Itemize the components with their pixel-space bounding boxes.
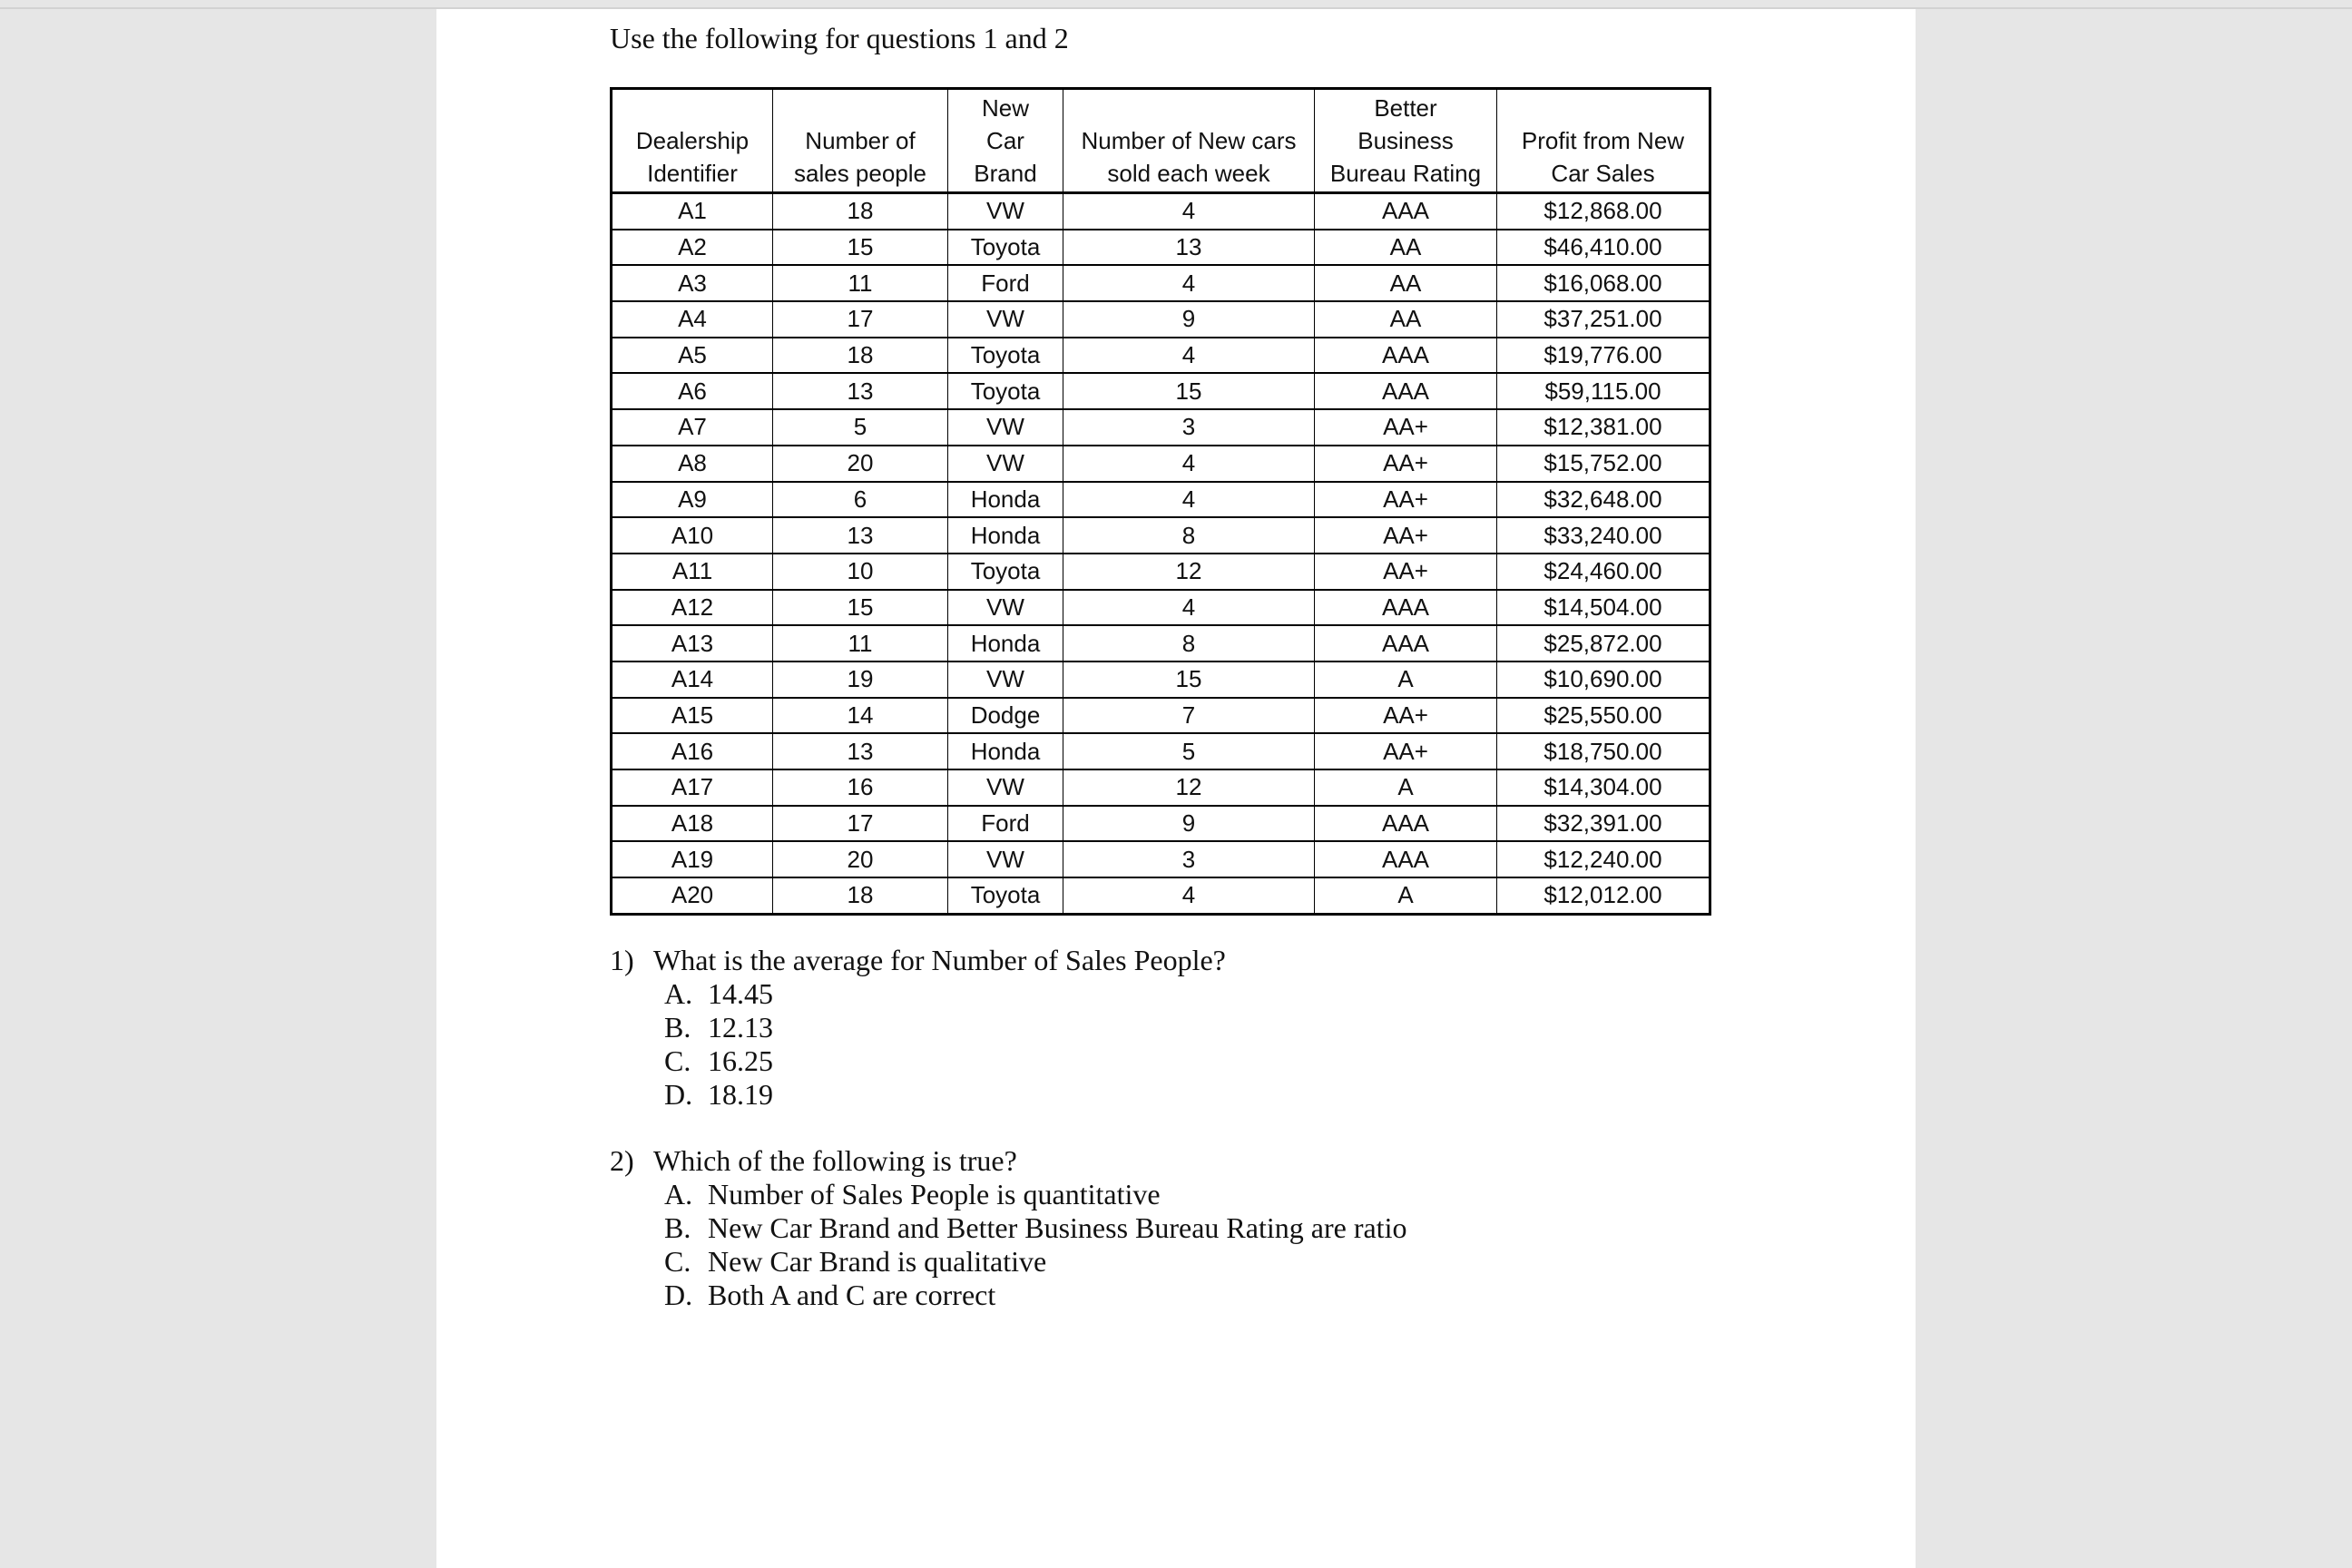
cell-identifier: A19 — [612, 841, 773, 877]
cell-profit: $16,068.00 — [1497, 265, 1710, 301]
table-row — [612, 446, 1710, 482]
cell-sales-people: 17 — [773, 806, 948, 842]
cell-cars-sold: 8 — [1063, 517, 1315, 554]
cell-identifier: A9 — [612, 482, 773, 518]
cell-identifier: A7 — [612, 409, 773, 446]
cell-brand: Toyota — [948, 230, 1063, 266]
cell-cars-sold: 5 — [1063, 733, 1315, 769]
cell-profit: $12,381.00 — [1497, 409, 1710, 446]
table-row — [612, 590, 1710, 626]
cell-sales-people: 18 — [773, 193, 948, 230]
cell-profit: $19,776.00 — [1497, 338, 1710, 374]
cell-cars-sold: 4 — [1063, 590, 1315, 626]
cell-cars-sold: 4 — [1063, 265, 1315, 301]
table-row — [612, 662, 1710, 698]
cell-cars-sold: 3 — [1063, 841, 1315, 877]
cell-brand: Honda — [948, 733, 1063, 769]
table-row — [612, 193, 1710, 230]
question-1-option-d: D. 18.19 — [664, 1078, 773, 1111]
question-2 — [610, 1144, 1406, 1312]
header-number-of-sales-people: Number of sales people — [773, 89, 948, 193]
cell-brand: Ford — [948, 265, 1063, 301]
cell-identifier: A13 — [612, 625, 773, 662]
cell-profit: $25,550.00 — [1497, 698, 1710, 734]
cell-identifier: A12 — [612, 590, 773, 626]
cell-bbb-rating: AAA — [1315, 590, 1497, 626]
document-page — [436, 9, 1916, 1568]
cell-profit: $59,115.00 — [1497, 373, 1710, 409]
cell-sales-people: 17 — [773, 301, 948, 338]
cell-identifier: A16 — [612, 733, 773, 769]
table-row — [612, 554, 1710, 590]
cell-brand: Dodge — [948, 698, 1063, 734]
cell-cars-sold: 9 — [1063, 806, 1315, 842]
cell-bbb-rating: AA+ — [1315, 409, 1497, 446]
cell-brand: Honda — [948, 625, 1063, 662]
header-profit: Profit from New Car Sales — [1497, 89, 1710, 193]
cell-sales-people: 16 — [773, 769, 948, 806]
cell-profit: $12,012.00 — [1497, 877, 1710, 914]
cell-brand: Toyota — [948, 877, 1063, 914]
cell-cars-sold: 4 — [1063, 193, 1315, 230]
cell-bbb-rating: A — [1315, 769, 1497, 806]
cell-brand: VW — [948, 409, 1063, 446]
cell-sales-people: 19 — [773, 662, 948, 698]
table-row — [612, 265, 1710, 301]
cell-sales-people: 18 — [773, 877, 948, 914]
cell-identifier: A15 — [612, 698, 773, 734]
cell-profit: $37,251.00 — [1497, 301, 1710, 338]
intro-text: Use the following for questions 1 and 2 — [610, 22, 1069, 54]
viewer-top-border — [0, 0, 2352, 9]
cell-identifier: A5 — [612, 338, 773, 374]
cell-identifier: A11 — [612, 554, 773, 590]
cell-profit: $12,240.00 — [1497, 841, 1710, 877]
table-row — [612, 806, 1710, 842]
question-1-option-c: C. 16.25 — [664, 1044, 773, 1077]
cell-cars-sold: 4 — [1063, 877, 1315, 914]
table-row — [612, 301, 1710, 338]
cell-bbb-rating: AA+ — [1315, 517, 1497, 554]
cell-sales-people: 20 — [773, 841, 948, 877]
cell-sales-people: 6 — [773, 482, 948, 518]
cell-identifier: A6 — [612, 373, 773, 409]
table-row — [612, 733, 1710, 769]
question-1-option-a: A. 14.45 — [664, 977, 773, 1010]
cell-sales-people: 11 — [773, 265, 948, 301]
cell-profit: $12,868.00 — [1497, 193, 1710, 230]
cell-bbb-rating: AA — [1315, 230, 1497, 266]
cell-sales-people: 13 — [773, 517, 948, 554]
cell-sales-people: 5 — [773, 409, 948, 446]
cell-brand: VW — [948, 662, 1063, 698]
cell-brand: VW — [948, 590, 1063, 626]
cell-identifier: A17 — [612, 769, 773, 806]
question-2-option-d: D. Both A and C are correct — [664, 1279, 996, 1311]
cell-profit: $33,240.00 — [1497, 517, 1710, 554]
cell-profit: $25,872.00 — [1497, 625, 1710, 662]
cell-cars-sold: 13 — [1063, 230, 1315, 266]
cell-bbb-rating: AAA — [1315, 193, 1497, 230]
cell-sales-people: 20 — [773, 446, 948, 482]
cell-bbb-rating: AA+ — [1315, 733, 1497, 769]
cell-profit: $18,750.00 — [1497, 733, 1710, 769]
cell-sales-people: 15 — [773, 230, 948, 266]
header-bbb-rating: Better Business Bureau Rating — [1315, 89, 1497, 193]
table-row — [612, 841, 1710, 877]
cell-profit: $14,304.00 — [1497, 769, 1710, 806]
table-body — [612, 193, 1710, 915]
dealership-table — [610, 87, 1711, 916]
cell-cars-sold: 8 — [1063, 625, 1315, 662]
question-2-option-a: A. Number of Sales People is quantitative — [664, 1178, 1161, 1210]
cell-bbb-rating: AAA — [1315, 841, 1497, 877]
cell-bbb-rating: AA+ — [1315, 482, 1497, 518]
cell-bbb-rating: AAA — [1315, 625, 1497, 662]
cell-bbb-rating: AAA — [1315, 806, 1497, 842]
cell-brand: VW — [948, 446, 1063, 482]
cell-cars-sold: 12 — [1063, 769, 1315, 806]
cell-brand: Honda — [948, 517, 1063, 554]
header-new-car-brand: New Car Brand — [948, 89, 1063, 193]
cell-bbb-rating: A — [1315, 877, 1497, 914]
cell-sales-people: 13 — [773, 373, 948, 409]
cell-brand: Toyota — [948, 554, 1063, 590]
cell-cars-sold: 15 — [1063, 373, 1315, 409]
cell-sales-people: 15 — [773, 590, 948, 626]
cell-profit: $32,391.00 — [1497, 806, 1710, 842]
table-row — [612, 338, 1710, 374]
cell-brand: Toyota — [948, 338, 1063, 374]
cell-profit: $15,752.00 — [1497, 446, 1710, 482]
question-1-text: 1) What is the average for Number of Sales People? — [610, 944, 1226, 976]
cell-sales-people: 11 — [773, 625, 948, 662]
cell-sales-people: 18 — [773, 338, 948, 374]
header-new-cars-sold-weekly: Number of New cars sold each week — [1063, 89, 1315, 193]
table-row — [612, 698, 1710, 734]
cell-profit: $32,648.00 — [1497, 482, 1710, 518]
cell-brand: VW — [948, 193, 1063, 230]
table-row — [612, 877, 1710, 914]
cell-identifier: A18 — [612, 806, 773, 842]
table-row — [612, 769, 1710, 806]
cell-brand: Honda — [948, 482, 1063, 518]
cell-cars-sold: 4 — [1063, 482, 1315, 518]
cell-identifier: A3 — [612, 265, 773, 301]
cell-bbb-rating: AA — [1315, 265, 1497, 301]
cell-identifier: A4 — [612, 301, 773, 338]
cell-bbb-rating: AAA — [1315, 373, 1497, 409]
cell-brand: VW — [948, 841, 1063, 877]
cell-identifier: A10 — [612, 517, 773, 554]
cell-identifier: A1 — [612, 193, 773, 230]
cell-identifier: A2 — [612, 230, 773, 266]
cell-brand: Toyota — [948, 373, 1063, 409]
cell-identifier: A14 — [612, 662, 773, 698]
header-dealership-identifier: Dealership Identifier — [612, 89, 773, 193]
table-row — [612, 230, 1710, 266]
table-header-row — [612, 89, 1710, 193]
cell-cars-sold: 12 — [1063, 554, 1315, 590]
cell-cars-sold: 4 — [1063, 446, 1315, 482]
cell-sales-people: 13 — [773, 733, 948, 769]
cell-brand: VW — [948, 301, 1063, 338]
cell-bbb-rating: AAA — [1315, 338, 1497, 374]
cell-bbb-rating: A — [1315, 662, 1497, 698]
question-2-option-c: C. New Car Brand is qualitative — [664, 1245, 1047, 1278]
cell-bbb-rating: AA+ — [1315, 698, 1497, 734]
question-2-option-b: B. New Car Brand and Better Business Bureau Rating are ratio — [664, 1211, 1407, 1244]
table-row — [612, 409, 1710, 446]
table-row — [612, 373, 1710, 409]
cell-cars-sold: 9 — [1063, 301, 1315, 338]
table-row — [612, 517, 1710, 554]
cell-profit: $24,460.00 — [1497, 554, 1710, 590]
cell-bbb-rating: AA+ — [1315, 446, 1497, 482]
cell-brand: Ford — [948, 806, 1063, 842]
table-row — [612, 482, 1710, 518]
cell-identifier: A20 — [612, 877, 773, 914]
question-1 — [610, 944, 1226, 1112]
cell-profit: $14,504.00 — [1497, 590, 1710, 626]
cell-brand: VW — [948, 769, 1063, 806]
cell-bbb-rating: AA — [1315, 301, 1497, 338]
cell-profit: $10,690.00 — [1497, 662, 1710, 698]
question-1-option-b: B. 12.13 — [664, 1011, 773, 1044]
cell-cars-sold: 15 — [1063, 662, 1315, 698]
table-row — [612, 625, 1710, 662]
cell-bbb-rating: AA+ — [1315, 554, 1497, 590]
cell-cars-sold: 7 — [1063, 698, 1315, 734]
cell-sales-people: 14 — [773, 698, 948, 734]
cell-identifier: A8 — [612, 446, 773, 482]
cell-profit: $46,410.00 — [1497, 230, 1710, 266]
question-2-text: 2) Which of the following is true? — [610, 1144, 1017, 1177]
cell-cars-sold: 3 — [1063, 409, 1315, 446]
cell-sales-people: 10 — [773, 554, 948, 590]
cell-cars-sold: 4 — [1063, 338, 1315, 374]
